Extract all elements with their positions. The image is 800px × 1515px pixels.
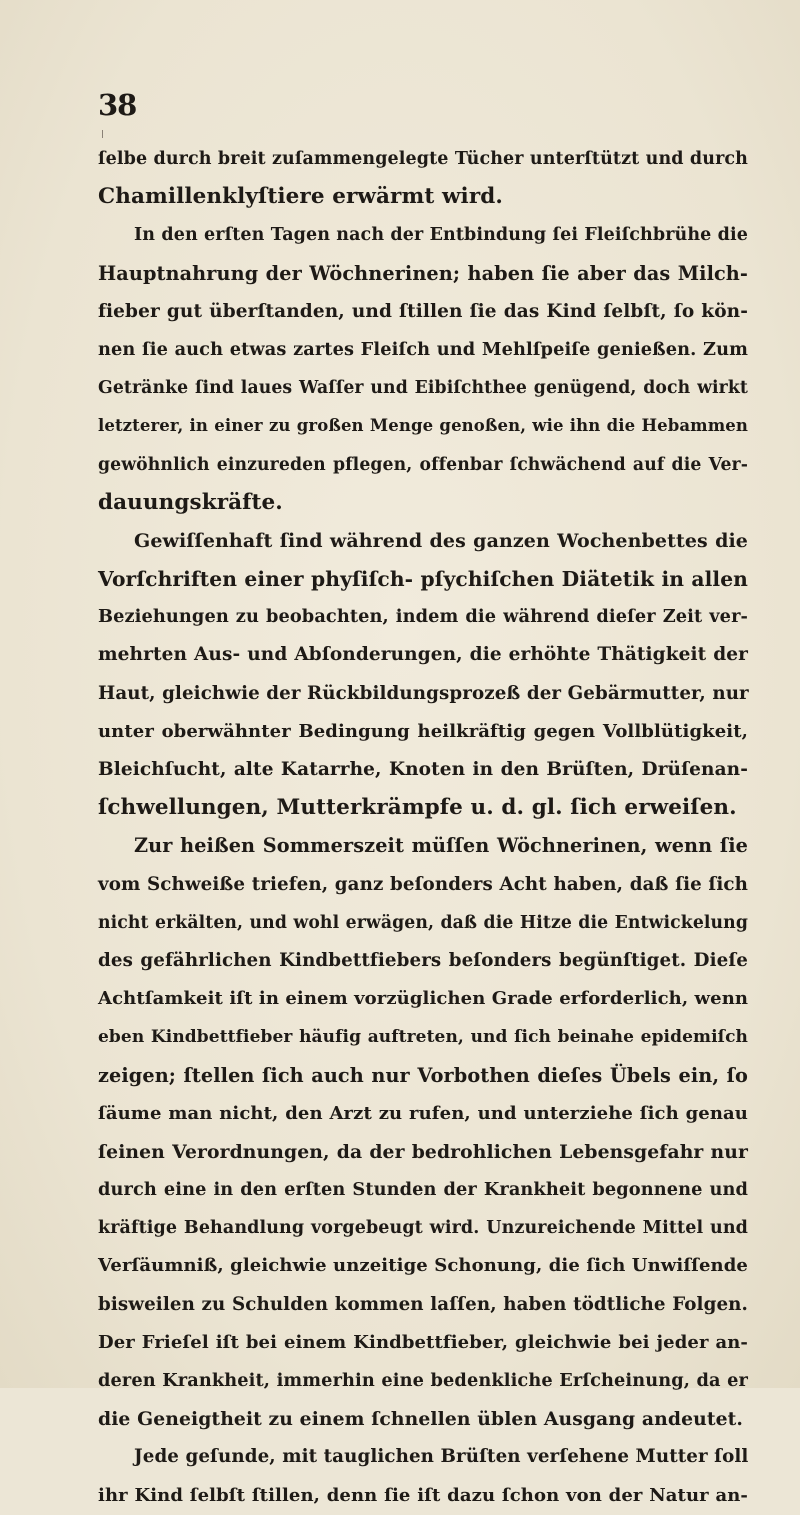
text-line: kräftige Behandlung vorgebeugt wird. Unzureichende Mittel und [98,1218,748,1239]
text-line: Verſäumniß, gleichwie unzeitige Schonung, die ſich Unwiſſende [98,1255,748,1277]
text-line: Haut, gleichwie der Rückbildungsprozeß der Gebärmutter, nur [98,682,749,704]
text-line: ihr Kind ſelbſt ſtillen, denn ſie iſt dazu ſchon von der Natur an- [98,1484,748,1506]
text-line: Der Frieſel iſt bei einem Kindbettfieber, gleichwie bei jeder an- [98,1331,748,1353]
text-line: fieber gut überſtanden, und ſtillen ſie das Kind ſelbſt, ſo kön- [98,300,748,322]
text-line: Getränke ſind laues Waſſer und Eibiſchthee genügend, doch wirkt [98,378,748,399]
text-line: Jede geſunde, mit tauglichen Brüſten verſehene Mutter ſoll [134,1446,749,1468]
page-number: 38 [98,88,137,122]
text-line: nen ſie auch etwas zartes Fleiſch und Mehlſpeiſe genießen. Zum [98,338,748,360]
text-line: Zur heißen Sommerszeit müſſen Wöchnerinen, wenn ſie [134,834,748,858]
text-line: ſchwellungen, Mutterkrämpfe u. d. gl. ſich erweiſen. [98,795,737,821]
text-line: unter oberwähnter Bedingung heilkräftig gegen Vollblütigkeit, [98,720,748,742]
body-text [98,140,748,1515]
text-line: Bleichſucht, alte Katarrhe, Knoten in den Brüſten, Drüſenan- [98,759,748,780]
text-line: des gefährlichen Kindbettfiebers beſonders begünſtiget. Dieſe [98,949,748,971]
text-line: die Geneigtheit zu einem ſchnellen üblen Ausgang andeutet. [98,1408,744,1431]
text-line: ſeinen Verordnungen, da der bedrohlichen Lebensgefahr nur [98,1140,748,1163]
text-line: durch eine in den erſten Stunden der Krankheit begonnene und [98,1179,748,1201]
text-line: mehrten Aus- und Abſonderungen, die erhöhte Thätigkeit der [98,644,748,666]
text-line: gewöhnlich einzureden pflegen, offenbar ſchwächend auf die Ver- [98,454,748,475]
text-line: Vorſchriften einer phyſiſch- pſychiſchen Diätetik in allen [98,567,748,592]
text-line: nicht erkälten, und wohl erwägen, daß die Hitze die Entwickelung [98,912,748,933]
text-line: Beziehungen zu beobachten, indem die während dieſer Zeit ver- [98,606,748,628]
text-line: deren Krankheit, immerhin eine bedenkliche Erſcheinung, da er [98,1370,748,1391]
margin-mark [102,130,107,138]
text-line: eben Kindbettfieber häufig auftreten, und ſich beinahe epidemiſch [98,1027,748,1048]
text-line: In den erſten Tagen nach der Entbindung ſei Fleiſchbrühe die [134,225,748,246]
text-line: Chamillenklyſtiere erwärmt wird. [98,184,503,210]
text-line: Achtſamkeit iſt in einem vorzüglichen Grade erforderlich, wenn [98,988,749,1010]
text-line: Gewiſſenhaft ſind während des ganzen Wochenbettes die [134,529,748,552]
text-line: ſäume man nicht, den Arzt zu rufen, und unterziehe ſich genau [98,1102,748,1124]
text-line: letzterer, in einer zu großen Menge genoßen, wie ihn die Hebammen [98,416,748,436]
text-line: vom Schweiße triefen, ganz beſonders Acht haben, daß ſie ſich [98,873,748,895]
text-line: zeigen; ſtellen ſich auch nur Vorbothen dieſes Übels ein, ſo [98,1063,748,1087]
text-line: ſelbe durch breit zuſammengelegte Tücher unterſtützt und durch [98,149,748,169]
text-line: bisweilen zu Schulden kommen laſſen, haben tödtliche Folgen. [98,1293,748,1315]
text-line: Hauptnahrung der Wöchnerinen; haben ſie aber das Milch- [98,261,748,285]
text-line: dauungskräfte. [98,489,283,515]
